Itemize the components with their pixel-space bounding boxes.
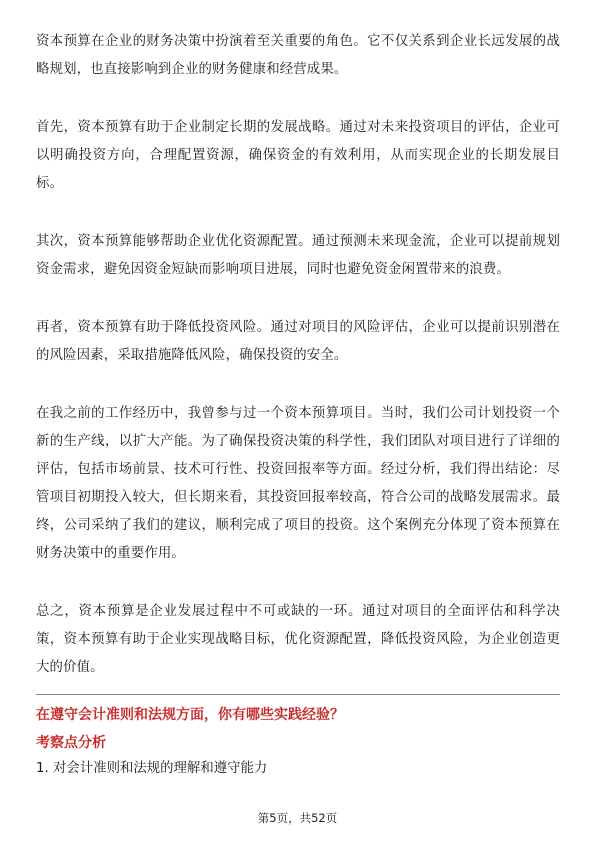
analysis-heading: 考察点分析 [36,735,106,751]
paragraph-third-point: 再者，资本预算有助于降低投资风险。通过对项目的风险评估，企业可以提前识别潜在的风险因素，采取措施降低风险，确保投资的安全。 [36,320,560,363]
analysis-point: 1. 对会计准则和法规的理解和遵守能力 [36,761,268,776]
page-footer: 第5页，共52页 [257,811,338,825]
paragraph-experience: 在我之前的工作经历中，我曾参与过一个资本预算项目。当时，我们公司计划投资一个新的生产线，以扩大产能。为了确保投资决策的科学性，我们团队对项目进行了详细的评估，包括市场前景、技术可行性、投资回报率等方面。经过分析，我们得出结论：尽管项目初期投入较大，但长期来看，其投资回报率较高，符合公司的战略发展需求。最终，公司采纳了我们的建议，顺利完成了项目的投资。这个案例充分体现了资本预算在财务决策中的重要作用。 [36,406,560,561]
paragraph-intro: 资本预算在企业的财务决策中扮演着至关重要的角色。它不仅关系到企业长远发展的战略规划，也直接影响到企业的财务健康和经营成果。 [36,34,560,77]
interview-question: 在遵守会计准则和法规方面，你有哪些实践经验？ [36,707,344,723]
paragraph-second-point: 其次，资本预算能够帮助企业优化资源配置。通过预测未来现金流，企业可以提前规划资金需求，避免因资金短缺而影响项目进展，同时也避免资金闲置带来的浪费。 [36,234,560,277]
paragraph-first-point: 首先，资本预算有助于企业制定长期的发展战略。通过对未来投资项目的评估，企业可以明确投资方向，合理配置资源，确保资金的有效利用，从而实现企业的长期发展目标。 [36,120,560,191]
document-body [36,28,560,781]
paragraph-conclusion: 总之，资本预算是企业发展过程中不可或缺的一环。通过对项目的全面评估和科学决策，资本预算有助于企业实现战略目标，优化资源配置，降低投资风险，为企业创造更大的价值。 [36,604,560,675]
section-divider [36,694,560,695]
